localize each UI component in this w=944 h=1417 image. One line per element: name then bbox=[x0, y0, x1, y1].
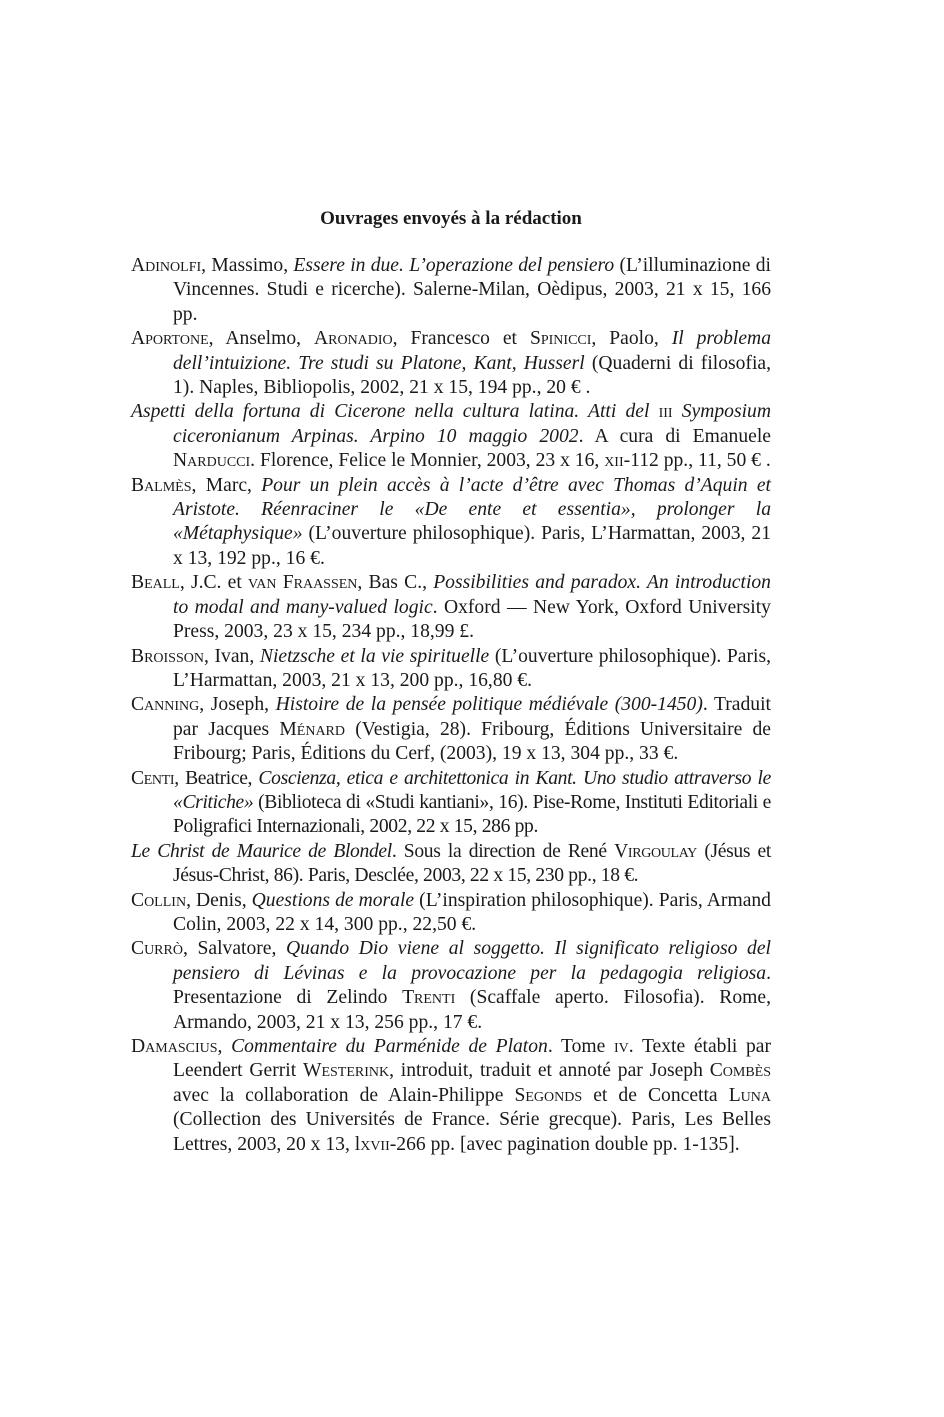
work-title: Possibilities and paradox. An introduction to modal and many-valued logic bbox=[173, 572, 771, 618]
document-page bbox=[131, 205, 771, 1157]
page-heading: Ouvrages envoyés à la rédaction bbox=[320, 208, 582, 229]
bibliography-entry bbox=[131, 840, 771, 889]
entry-text: -266 pp. [avec pagination double pp. 1-135]. bbox=[389, 1133, 740, 1155]
author-name: Combès bbox=[709, 1060, 771, 1082]
entry-text: , Bas C., bbox=[357, 572, 434, 594]
author-name: Aronadio bbox=[313, 328, 393, 350]
entry-text: . Sous la direction de René bbox=[391, 840, 615, 862]
entry-text: (L’ouverture philosophique). Paris, L’Harmattan, 2003, 21 x 13, 192 pp., 16 €. bbox=[173, 523, 771, 569]
author-name: xvii bbox=[360, 1133, 390, 1155]
bibliography-entry bbox=[131, 889, 771, 938]
author-name: van Fraassen bbox=[248, 572, 358, 594]
entry-text: , Anselmo, bbox=[208, 328, 314, 350]
bibliography-entry bbox=[131, 327, 771, 400]
author-name: Adinolfi bbox=[131, 255, 202, 276]
work-title: Pour un plein accès à l’acte d’être avec Thomas d’Aquin et Aristote. Réenraciner le «De ente et essentia», prolonger la «Métaphysique» bbox=[173, 474, 771, 545]
entry-text: , Beatrice, bbox=[174, 767, 259, 789]
entry-text: avec la collaboration de Alain-Philippe bbox=[173, 1084, 515, 1106]
entry-text: , Massimo, bbox=[201, 255, 294, 276]
entry-text: (Scaffale aperto. Filosofia). Rome, Armando, 2003, 21 x 13, 256 pp., 17 €. bbox=[173, 987, 771, 1033]
entry-text: , Denis, bbox=[186, 889, 252, 911]
entry-text: . Oxford — New York, Oxford University Press, 2003, 23 x 15, 234 pp., 18,99 £. bbox=[173, 596, 771, 643]
author-name: Centi bbox=[131, 767, 175, 789]
work-title: Commentaire du Parménide de Platon bbox=[231, 1036, 548, 1057]
entry-text: -112 pp., 11, 50 € . bbox=[623, 450, 771, 472]
bibliography-entry bbox=[131, 1035, 771, 1157]
work-title: Essere in due. L’operazione del pensiero bbox=[293, 255, 615, 276]
entry-text: (Biblioteca di «Studi kantiani», 16). Pise-Rome, Instituti Editoriali e Poligrafici Internazionali, 2002, 22 x 15, 286 pp. bbox=[173, 791, 771, 838]
entry-text: (Jésus et Jésus-Christ, 86). Paris, Desclée, 2003, 22 x 15, 230 pp., 18 €. bbox=[173, 840, 771, 887]
entry-text: , Francesco et bbox=[392, 328, 530, 350]
work-title: Quando Dio viene al soggetto. Il significato religioso del pensiero di Lévinas e la provocazione per la pedagogia religiosa bbox=[173, 938, 771, 984]
bibliography-entry bbox=[131, 937, 771, 1035]
entry-text: , Joseph, bbox=[199, 694, 276, 716]
work-title: Nietzsche et la vie spirituelle bbox=[259, 645, 490, 667]
author-name: Ménard bbox=[279, 718, 346, 740]
author-name: Damascius bbox=[131, 1036, 218, 1057]
entry-text: , Salvatore, bbox=[182, 938, 287, 960]
entry-text: (L’inspiration philosophique). Paris, Armand Colin, 2003, 22 x 14, 300 pp., 22,50 €. bbox=[173, 889, 771, 935]
work-title: Aspetti della fortuna di Cicerone nella cultura latina. Atti del bbox=[131, 401, 659, 423]
bibliography-entry bbox=[131, 254, 771, 327]
work-title: Histoire de la pensée politique médiévale (300-1450) bbox=[275, 694, 703, 716]
entry-text: et de Concetta bbox=[582, 1084, 729, 1106]
author-name: Luna bbox=[728, 1084, 771, 1106]
entry-text: , Paolo, bbox=[591, 328, 672, 350]
author-name: Westerink bbox=[302, 1060, 390, 1082]
entry-text: (Vestigia, 28). Fribourg, Éditions Universitaire de Fribourg; Paris, Éditions du Cerf, (2003), 19 x 13, 304 pp., 33 €. bbox=[173, 718, 772, 765]
entry-text: . Texte établi par Leendert Gerrit bbox=[173, 1036, 772, 1082]
entry-text: , introduit, traduit et annoté par Joseph bbox=[389, 1060, 710, 1082]
entry-text: , Ivan, bbox=[203, 645, 260, 667]
entry-text: . Florence, Felice le Monnier, 2003, 23 x 16, bbox=[250, 450, 605, 472]
bibliography-entry bbox=[131, 571, 771, 644]
entry-text: , Marc, bbox=[191, 474, 262, 496]
work-title: Il problema dell’intuizione. Tre studi su Platone, Kant, Husserl bbox=[173, 328, 771, 374]
entry-text: . Presentazione di Zelindo bbox=[173, 962, 771, 1009]
entry-text: , J.C. et bbox=[179, 572, 248, 594]
author-name: xii bbox=[604, 450, 624, 472]
entry-text: , bbox=[217, 1036, 232, 1057]
author-name: Trenti bbox=[402, 987, 456, 1009]
author-name: Beall bbox=[131, 572, 180, 594]
bibliography-entry bbox=[131, 400, 771, 473]
entry-text: . A cura di Emanuele bbox=[578, 425, 771, 447]
work-title: Symposium ciceronianum Arpinas. Arpino 10 maggio 2002 bbox=[173, 401, 771, 447]
entry-text: (L’ouverture philosophique). Paris, L’Harmattan, 2003, 21 x 13, 200 pp., 16,80 €. bbox=[173, 645, 771, 691]
author-name: Currò bbox=[131, 938, 183, 960]
author-name: Narducci bbox=[173, 450, 251, 472]
bibliography-entry bbox=[131, 767, 771, 840]
work-title: Questions de morale bbox=[251, 889, 415, 911]
entry-text: . Traduit par Jacques bbox=[173, 694, 771, 740]
author-name: iv bbox=[614, 1036, 629, 1057]
bibliography-entry bbox=[131, 474, 771, 572]
entry-text: (L’illuminazione di Vincennes. Studi e ricerche). Salerne-Milan, Oèdipus, 2003, 21 x 15, 166 pp. bbox=[173, 255, 772, 325]
author-name: Canning bbox=[131, 694, 200, 716]
work-title: Coscienza, etica e architettonica in Kant. Uno studio attraverso le «Critiche» bbox=[173, 767, 771, 813]
author-name: Aportone bbox=[131, 328, 209, 350]
entry-text: (Collection des Universités de France. Série grecque). Paris, Les Belles Lettres, 2003, 20 x 13, l bbox=[173, 1109, 771, 1155]
bibliography-list bbox=[131, 254, 771, 1157]
work-title: Le Christ de Maurice de Blondel bbox=[131, 840, 392, 862]
author-name: Broisson bbox=[131, 645, 204, 667]
author-name: Balmès bbox=[131, 474, 192, 496]
author-name: Virgoulay bbox=[614, 840, 697, 862]
bibliography-entry bbox=[131, 693, 771, 766]
author-name: Collin bbox=[131, 889, 187, 911]
bibliography-entry bbox=[131, 645, 771, 694]
author-name: Segonds bbox=[514, 1084, 583, 1106]
author-name: iii bbox=[658, 401, 673, 423]
author-name: Spinicci bbox=[529, 328, 592, 350]
entry-text: . Tome bbox=[547, 1036, 614, 1057]
entry-text: (Quaderni di filosofia, 1). Naples, Bibliopolis, 2002, 21 x 15, 194 pp., 20 € . bbox=[173, 352, 771, 399]
